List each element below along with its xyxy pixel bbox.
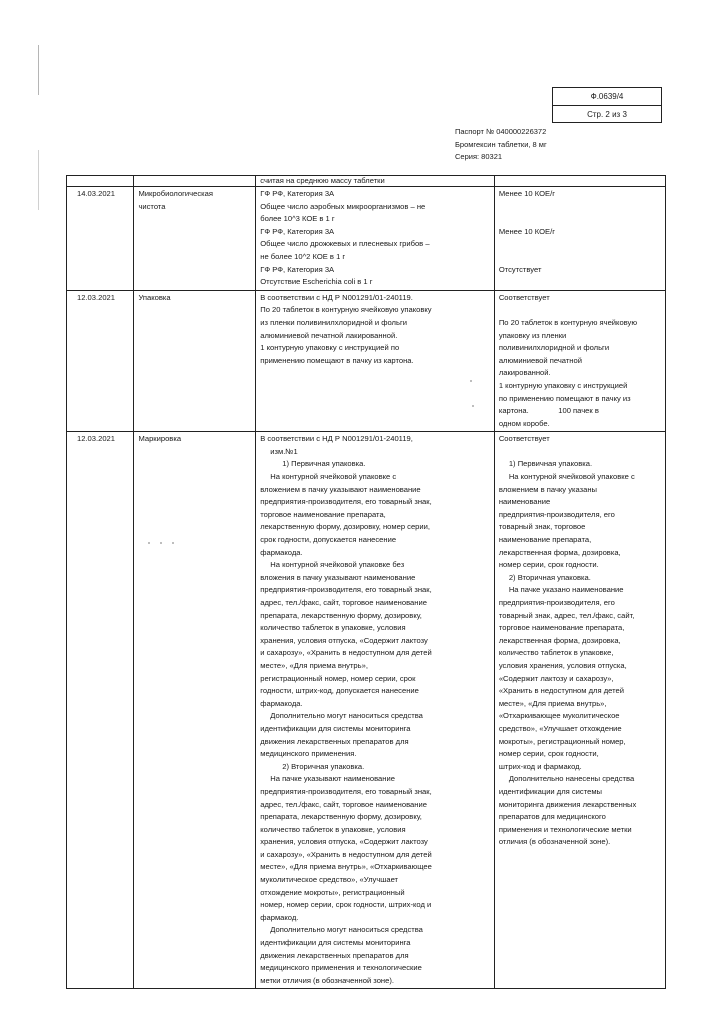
result-line: лекарственная форма, дозировка, [498, 635, 621, 645]
requirement-line: фармакод. [260, 912, 299, 922]
name-cell [134, 290, 256, 432]
result-line: На контурной ячейковой упаковке с [508, 472, 635, 482]
name-line: Маркировка [138, 434, 182, 444]
result-line [499, 213, 661, 226]
requirement-line: номер, номер серии, срок годности, штрих-код и [260, 900, 432, 910]
scan-speck [160, 542, 162, 544]
result-line: картона. 100 пачек в [498, 406, 599, 416]
requirement-line: Отсутствие Escherichia coli в 1 г [260, 277, 373, 287]
date-cell: 12.03.2021 [67, 432, 134, 989]
result-line: месте», «Для приема внутрь», [498, 698, 607, 708]
result-line: количество таблеток в упаковке, [498, 648, 614, 658]
requirement-line: предприятия-производителя, его товарный знак, [260, 786, 432, 796]
date-cell: 12.03.2021 [67, 290, 134, 432]
result-cell [494, 432, 665, 989]
result-line: лакированной. [498, 368, 551, 378]
result-line: одном коробе. [498, 418, 550, 428]
requirement-line: Общее число дрожжевых и плесневых грибов – [260, 239, 430, 249]
form-code-box [552, 87, 662, 123]
requirement-line: адрес, тел./факс, сайт, торговое наименование [260, 598, 427, 607]
result-line: штрих-код и фармакод. [498, 761, 582, 771]
requirement-line: количество таблеток в упаковке, условия [260, 623, 406, 633]
result-line: номер серии, срок годности. [498, 560, 599, 570]
result-line: Отсутствует [498, 264, 542, 274]
name-cell [134, 432, 256, 989]
requirement-line: регистрационный номер, номер серии, срок [260, 673, 416, 683]
result-line: 1) Первичная упаковка. [508, 459, 593, 469]
requirement-line: На контурной ячейковой упаковке без [270, 560, 405, 570]
result-line: 1 контурную упаковку с инструкцией [498, 380, 628, 390]
date-cell: 14.03.2021 [67, 187, 134, 291]
result-line: «Содержит лактозу и сахарозу», [498, 673, 614, 683]
requirement-line: На пачке указывают наименование [270, 774, 395, 784]
requirement-line: алюминиевой печатной лакированной. [260, 330, 398, 340]
result-line: препаратов для медицинского [498, 812, 606, 822]
requirement-line: торговое наименование препарата, [260, 509, 386, 519]
result-line: торговое наименование препарата, [498, 623, 625, 633]
requirement-line: В соответствии с НД Р N001291/01-240119, [260, 434, 413, 444]
requirement-line: Дополнительно могут наноситься средства [270, 711, 423, 721]
requirement-line: применению помещают в пачку из картона. [260, 355, 414, 365]
requirement-line: изм.№1 [270, 446, 298, 456]
name-line: Упаковка [138, 292, 171, 302]
result-line: предприятия-производителя, его [498, 509, 615, 519]
result-line: Менее 10 КОЕ/г [498, 226, 555, 236]
scan-margin-mark [38, 45, 39, 95]
page-number: Стр. 2 из 3 [553, 105, 661, 123]
result-line [499, 251, 661, 264]
result-line: «Хранить в недоступном для детей [498, 686, 624, 696]
scan-speck [472, 405, 474, 407]
requirement-line: лекарственную форму, дозировку, номер серии, [260, 522, 430, 532]
scan-speck [470, 380, 472, 382]
requirement-line: срок годности, допускается нанесение [260, 535, 397, 545]
result-line: идентификации для системы [498, 786, 602, 796]
requirement-line: отхождение мокроты», регистрационный [260, 887, 405, 897]
test-results-table [66, 175, 666, 989]
result-line: 2) Вторичная упаковка. [508, 572, 591, 582]
table-row-continued [67, 176, 666, 187]
requirement-line: Дополнительно могут наноситься средства [270, 925, 423, 935]
result-line: Менее 10 КОЕ/г [498, 189, 555, 198]
scan-margin-mark [38, 150, 39, 210]
requirement-line: из пленки поливинилхлоридной и фольги [260, 317, 407, 327]
requirement-line: предприятия-производителя, его товарный знак, [260, 585, 432, 595]
result-line: мониторинга движения лекарственных [498, 799, 637, 809]
result-line: средство», «Улучшает отхождение [498, 723, 622, 733]
requirement-line: и сахарозу», «Хранить в недоступном для детей [260, 648, 432, 658]
result-line: На пачке указано наименование [508, 585, 624, 595]
requirement-line: хранения, условия отпуска, «Содержит лактозу [260, 837, 428, 847]
requirement-line: 2) Вторичная упаковка. [282, 761, 365, 771]
requirement-line: 1 контурную упаковку с инструкцией по [260, 343, 400, 353]
name-cell [134, 176, 256, 187]
result-line: упаковку из пленки [498, 330, 567, 340]
result-cell [494, 176, 665, 187]
result-line: Дополнительно нанесены средства [508, 774, 635, 784]
requirement-line: месте», «Для приема внутрь», «Отхаркивающее [260, 862, 432, 872]
requirement-line: 1) Первичная упаковка. [282, 459, 366, 469]
requirement-line: Общее число аэробных микроорганизмов – не [260, 201, 426, 211]
table-row-packaging [67, 290, 666, 432]
requirement-line: медицинского применения. [260, 749, 357, 759]
scan-speck [148, 542, 150, 544]
requirement-cell [256, 432, 495, 989]
result-line: поливинилхлоридной и фольги [498, 343, 610, 353]
result-line: лекарственная форма, дозировка, [498, 547, 621, 557]
result-line [499, 238, 661, 251]
requirement-line: вложением в пачку указывают наименование [260, 484, 421, 494]
result-line: условия хранения, условия отпуска, [498, 660, 627, 670]
requirement-line: вложения в пачку указывают наименование [260, 572, 416, 582]
date-cell [67, 176, 134, 187]
requirement-line: годности, штрих-код, допускается нанесение [260, 686, 419, 696]
requirement-line: не более 10^2 КОЕ в 1 г [260, 251, 346, 261]
requirement-cell [256, 290, 495, 432]
result-line [499, 304, 661, 317]
requirement-line: В соответствии с НД Р N001291/01-240119. [260, 292, 413, 302]
requirement-line: метки отличия (в обозначенной зоне). [260, 975, 394, 985]
requirement-line: и сахарозу», «Хранить в недоступном для детей [260, 849, 432, 859]
name-line: Микробиологическая [138, 189, 213, 198]
result-line: Соответствует [498, 434, 550, 444]
requirement-line: предприятия-производителя, его товарный знак, [260, 497, 432, 507]
result-line: мокроты», регистрационный номер, [498, 736, 626, 746]
requirement-line: более 10^3 КОЕ в 1 г [260, 214, 335, 224]
requirement-line: адрес, тел./факс, сайт, торговое наименование [260, 799, 427, 809]
result-line: номер серии, срок годности, [498, 749, 599, 759]
requirement-line: ГФ РФ, Категория 3А [260, 264, 335, 274]
result-line: товарный знак, адрес, тел./факс, сайт, [498, 610, 635, 620]
series-number: Серия: 80321 [455, 152, 503, 161]
result-line [499, 446, 661, 459]
table-row-labeling [67, 432, 666, 989]
requirement-cell [256, 187, 495, 291]
requirement-line: хранения, условия отпуска, «Содержит лактозу [260, 635, 428, 645]
requirement-cell [256, 176, 495, 187]
requirement-line: движения лекарственных препаратов для [260, 950, 409, 960]
result-line: алюминиевой печатной [498, 355, 582, 365]
result-line: отличия (в обозначенной зоне). [498, 837, 611, 847]
requirement-line: фармакода. [260, 547, 303, 557]
continued-text: считая на среднюю массу таблетки [260, 176, 385, 185]
result-line: «Отхаркивающее муколитическое [498, 711, 620, 721]
result-line: предприятия-производителя, его [498, 598, 615, 607]
result-line: вложением в пачку указаны [498, 484, 597, 494]
requirement-line: ГФ РФ, Категория 3А [260, 226, 335, 236]
result-line: наименование [498, 497, 551, 507]
result-line: товарный знак, торговое [498, 522, 586, 532]
requirement-line: количество таблеток в упаковке, условия [260, 824, 406, 834]
requirement-line: медицинского применения и технологические [260, 963, 422, 973]
requirement-line: На контурной ячейковой упаковке с [270, 472, 397, 482]
requirement-line: идентификации для системы мониторинга [260, 938, 411, 948]
requirement-line: ГФ РФ, Категория 3А [260, 189, 335, 198]
requirement-line: месте», «Для приема внутрь», [260, 660, 368, 670]
passport-number: Паспорт № 040000226372 [455, 127, 547, 136]
requirement-line: муколитическое средство», «Улучшает [260, 875, 399, 885]
result-line: Соответствует [498, 292, 550, 302]
result-line: применения и технологические метки [498, 824, 632, 834]
result-cell [494, 187, 665, 291]
requirement-line: фармакода. [260, 698, 303, 708]
form-code: Ф.0639/4 [590, 92, 624, 101]
result-line: наименование препарата, [498, 535, 592, 545]
requirement-line: препарата, лекарственную форму, дозировку, [260, 812, 422, 822]
requirement-line: препарата, лекарственную форму, дозировку, [260, 610, 422, 620]
result-line [499, 201, 661, 214]
requirement-line: движения лекарственных препаратов для [260, 736, 409, 746]
name-line: чистота [138, 201, 166, 211]
result-line: По 20 таблеток в контурную ячейковую [498, 317, 638, 327]
result-cell [494, 290, 665, 432]
name-cell [134, 187, 256, 291]
scan-speck [172, 542, 174, 544]
requirement-line: По 20 таблеток в контурную ячейковую упаковку [260, 305, 432, 315]
passport-header [455, 126, 547, 164]
product-name: Бромгексин таблетки, 8 мг [455, 139, 547, 149]
requirement-line: идентификации для системы мониторинга [260, 723, 411, 733]
table-row-microbiology [67, 187, 666, 291]
result-line: по применению помещают в пачку из [498, 393, 631, 403]
